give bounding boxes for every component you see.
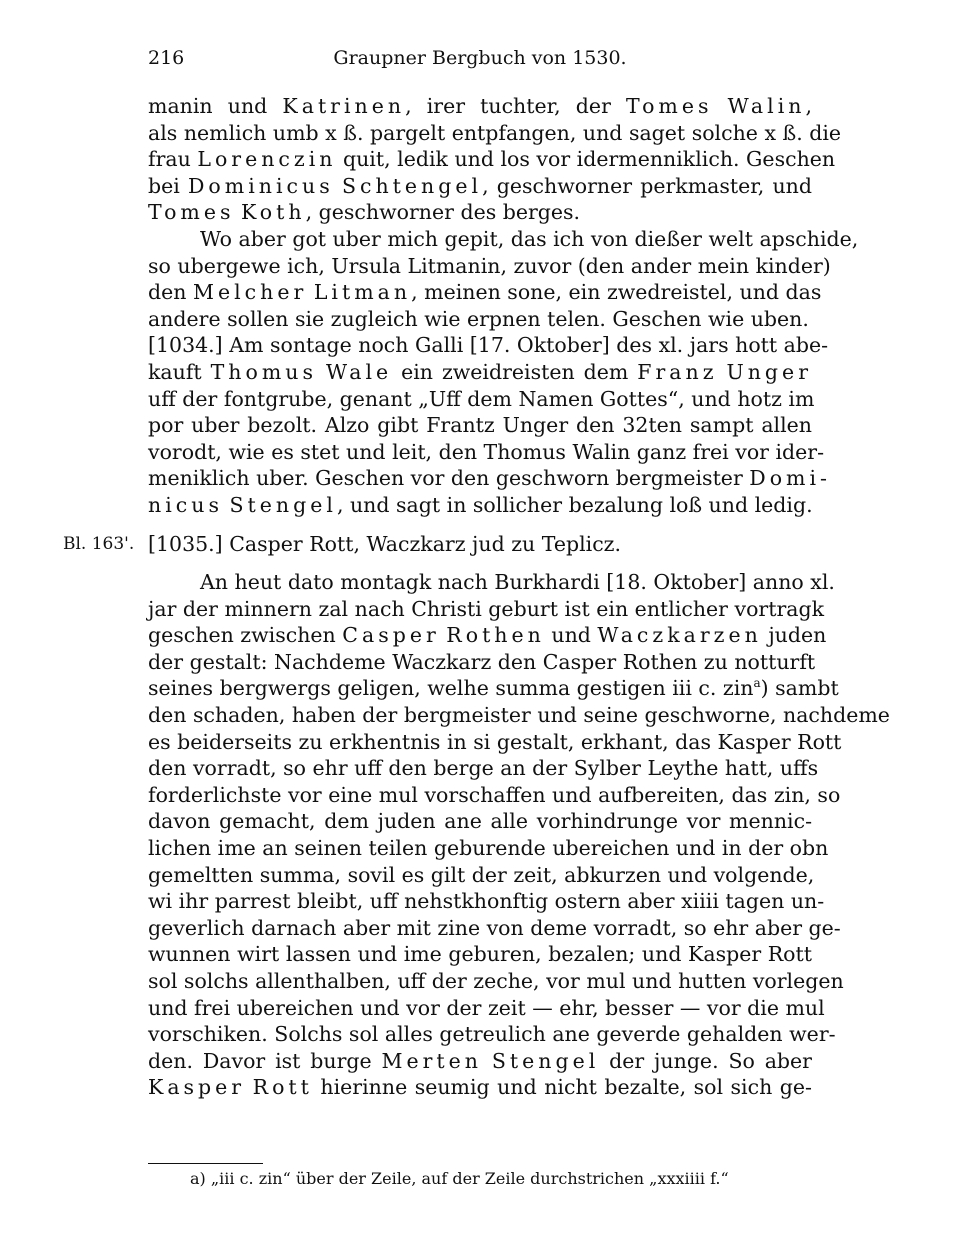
text-line: den Melcher Litman, meinen sone, ein zwedreistel, und das	[148, 280, 822, 305]
spaced-name: Schtengel	[341, 173, 483, 198]
text-line: por uber bezolt. Alzo gibt Frantz Unger den 32ten sampt allen	[148, 413, 812, 438]
footnote: a) „iii c. zin“ über der Zeile, auf der Zeile durchstrichen „xxxiiii f.“	[190, 1169, 729, 1188]
text-line: sol solchs allenthalben, uff der zeche, vor mul und hutten vorlegen	[148, 969, 844, 993]
page-number: 216	[148, 47, 185, 69]
spaced-name: Tomes	[148, 200, 235, 225]
text-line: davon gemacht, dem juden ane alle vorhindrunge vor mennic-	[148, 809, 812, 834]
page-body	[63, 93, 890, 1101]
spaced-name: Rott	[252, 1075, 313, 1100]
text-line: es beiderseits zu erkhentnis in si gestalt, erkhant, das Kasper Rott	[148, 729, 842, 754]
spaced-name: Walin	[727, 94, 806, 118]
spaced-name: Wale	[325, 359, 393, 384]
text-line: geschen zwischen Casper Rothen und Waczkarzen juden	[148, 623, 827, 648]
text-line: jar der minnern zal nach Christi geburt ist ein entlicher vortragk	[148, 596, 825, 621]
text-line: vorschiken. Solchs sol alles getreulich ane geverde gehalden wer-	[148, 1022, 836, 1047]
spaced-name: Katrinen	[282, 94, 406, 118]
spaced-name: Merten	[381, 1048, 482, 1073]
text-line: meniklich uber. Geschen vor den geschworn bergmeister Domi-	[148, 466, 831, 491]
text-line: frau Lorenczin quit, ledik und los vor idermenniklich. Geschen	[148, 147, 836, 172]
spaced-name: Casper	[342, 623, 440, 648]
text-line: bei Dominicus Schtengel, geschworner perkmaster, und	[148, 173, 813, 198]
spaced-name: Franz	[637, 359, 718, 384]
spaced-name: Melcher	[192, 280, 308, 305]
spaced-name: Kasper	[148, 1075, 246, 1100]
spaced-name: Waczkarzen	[597, 623, 762, 648]
spaced-name: Unger	[726, 359, 812, 384]
spaced-name: Dominicus	[188, 173, 334, 198]
text-line: so ubergewe ich, Ursula Litmanin, zuvor (den ander mein kinder)	[148, 253, 831, 278]
text-line: manin und Katrinen, irer tuchter, der Tomes Walin,	[148, 94, 812, 118]
text-line: forderlichste vor eine mul vorschaffen und aufbereiten, das zin, so	[148, 782, 841, 807]
spaced-name: Domi-	[749, 466, 831, 491]
text-line: seines bergwergs geligen, welhe summa gestigen iii c. zin$^a$) sambt	[148, 676, 839, 701]
text-line: uff der fontgrube, genant „Uff dem Namen Gottes“, und hotz im	[148, 386, 815, 411]
text-line: An heut dato montagk nach Burkhardi [18. Oktober] anno xl.	[200, 570, 835, 595]
text-line: wi ihr parrest bleibt, uff nehstkhonftig ostern aber xiiii tagen un-	[148, 889, 825, 914]
text-line: den. Davor ist burge Merten Stengel der junge. So aber	[148, 1048, 812, 1073]
text-line: kauft Thomus Wale ein zweidreisten dem Franz Unger	[148, 359, 812, 384]
text-line: und frei ubereichen und vor der zeit — ehr, besser — vor die mul	[148, 995, 825, 1020]
text-line: Tomes Koth, geschworner des berges.	[148, 200, 581, 225]
text-line: Wo aber got uber mich gepit, das ich von dießer welt apschide,	[200, 226, 859, 251]
spaced-name: Stengel	[229, 492, 337, 517]
spaced-name: Lorenczin	[197, 147, 337, 172]
running-title: Graupner Bergbuch von 1530.	[333, 47, 627, 69]
entry-1034-line: [1034.] Am sontage noch Galli [17. Oktober] des xl. jars hott abe-	[148, 333, 829, 358]
page-header	[148, 40, 812, 76]
text-line: als nemlich umb x ß. pargelt entpfangen, und saget solche x ß. die	[148, 120, 842, 145]
text-line: gemeltten summa, sovil es gilt der zeit, abkurzen und volgende,	[148, 862, 815, 887]
text-line: lichen ime an seinen teilen geburende ubereichen und in der obn	[148, 836, 829, 861]
text-line: den schaden, haben der bergmeister und seine geschworne, nachdeme	[148, 703, 890, 728]
text-line: nicus Stengel, und sagt in sollicher bezalung loß und ledig.	[148, 492, 813, 517]
entry-1035-heading: Bl. 163'. [1035.] Casper Rott, Waczkarz jud zu Teplicz.	[63, 531, 622, 556]
spaced-name: Rothen	[446, 623, 545, 648]
footnote-marker: a	[753, 676, 761, 691]
spaced-name: Koth	[241, 200, 306, 225]
footnote-rule	[148, 1163, 263, 1164]
spaced-name: Thomus	[210, 359, 318, 384]
spaced-name: Litman	[313, 280, 412, 305]
folio-marginal-note: Bl. 163'.	[63, 533, 135, 554]
text-line: andere sollen sie zugleich wie erpnen telen. Geschen wie uben.	[148, 306, 809, 331]
text-line: Kasper Rott hierinne seumig und nicht bezalte, sol sich ge-	[148, 1075, 812, 1100]
spaced-name: nicus	[148, 492, 223, 517]
spaced-name: Stengel	[491, 1048, 600, 1073]
text-line: den vorradt, so ehr uff den berge an der Sylber Leythe hatt, uffs	[148, 756, 819, 781]
spaced-name: Tomes	[626, 94, 713, 118]
text-line: geverlich darnach aber mit zine von deme vorradt, so ehr aber ge-	[148, 915, 841, 940]
text-line: der gestalt: Nachdeme Waczkarz den Casper Rothen zu notturft	[148, 649, 816, 674]
text-line: wunnen wirt lassen und ime geburen, bezalen; und Kasper Rott	[148, 942, 812, 967]
text-line: vorodt, wie es stet und leit, den Thomus Walin ganz frei vor ider-	[148, 439, 825, 464]
